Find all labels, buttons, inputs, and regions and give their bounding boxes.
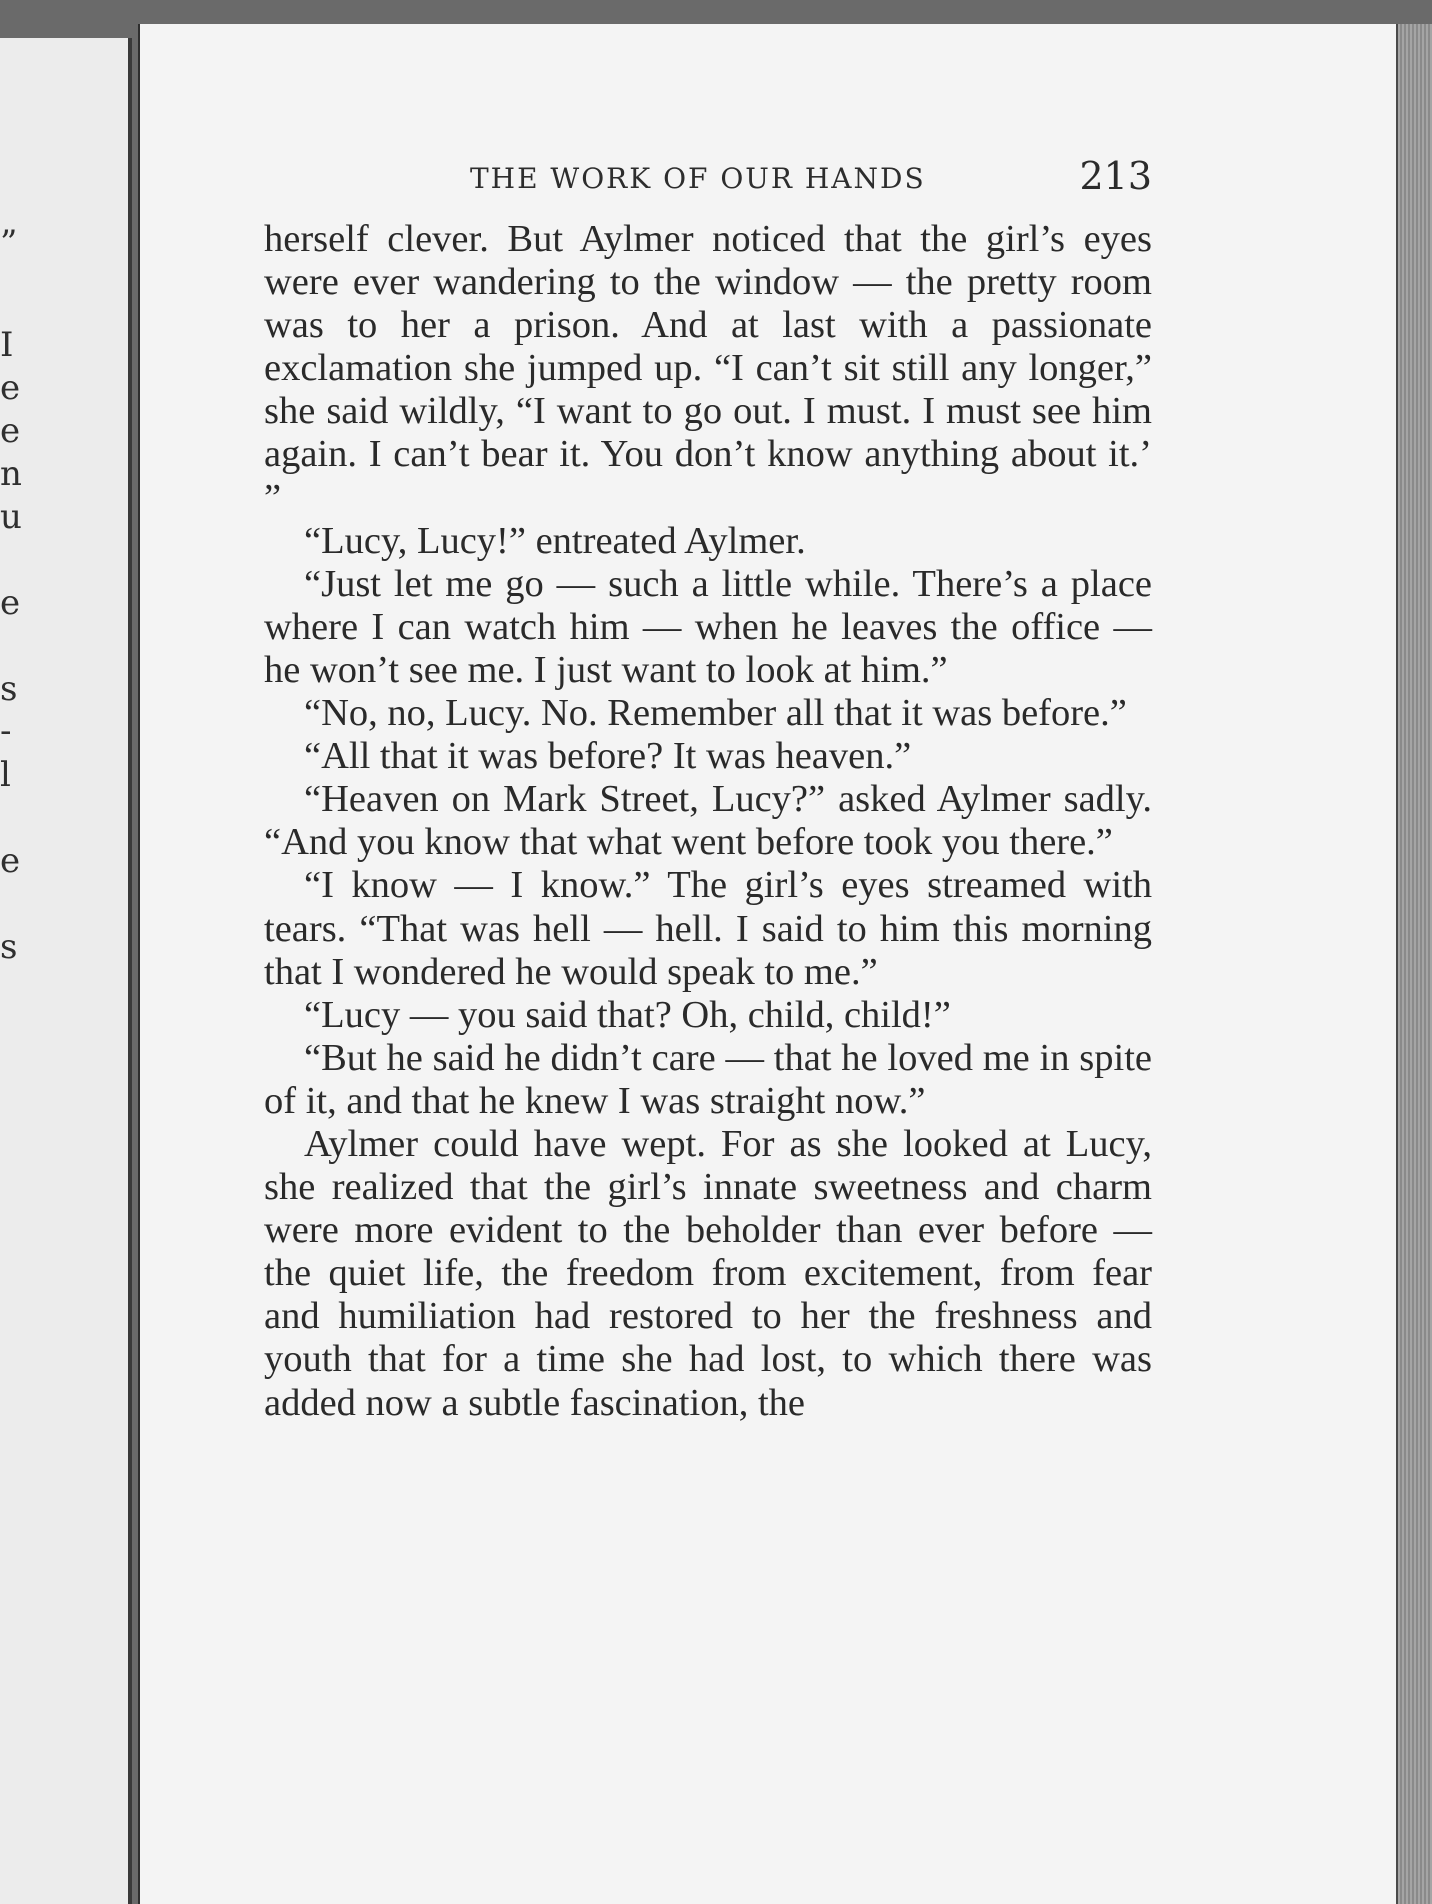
left-page-fragment: e — [0, 583, 21, 623]
left-page-fragment: ” — [0, 223, 18, 263]
paragraph: “Just let me go — such a little while. There’s a place where I can watch him — when he leaves the office — he won’t see me. I just want to look at him.” — [264, 562, 1152, 691]
left-page-fragment: e — [0, 411, 21, 451]
paragraph: “I know — I know.” The girl’s eyes streamed with tears. “That was hell — hell. I said to him this morning that I wondered he would speak to me.” — [264, 864, 1152, 993]
left-page-fragment: u — [0, 497, 22, 537]
paragraph: “But he said he didn’t care — that he loved me in spite of it, and that he knew I was straight now.” — [264, 1036, 1152, 1122]
left-page-fragment: I — [0, 325, 14, 365]
running-head: THE WORK OF OUR HANDS — [470, 162, 926, 195]
left-page-fragment: - — [0, 711, 12, 751]
paragraph: “Lucy, Lucy!” entreated Aylmer. — [304, 519, 806, 562]
left-page-fragment: s — [0, 669, 18, 709]
left-page-fragment: e — [0, 368, 21, 408]
paragraph: “Heaven on Mark Street, Lucy?” asked Aylmer sadly. “And you know that what went before took you there.” — [264, 778, 1152, 864]
paragraph: Aylmer could have wept. For as she looked at Lucy, she realized that the girl’s innate sweetness and charm were more evident to the beholder than ever before — the quiet life, the freedom from excitement, from fear and humiliation had restored to her the freshness and youth that for a time she had lost, to which there was added now a subtle fascination, the — [264, 1122, 1152, 1424]
left-page-fragment: l — [0, 755, 11, 795]
paragraph: herself clever. But Aylmer noticed that the girl’s eyes were ever wandering to the window — the pretty room was to her a prison. And at last with a passionate exclamation she jumped up. “I can’t sit still any longer,” she said wildly, “I want to go out. I must. I must see him again. I can’t bear it. You don’t know anything about it.’ ” — [264, 218, 1152, 519]
paragraph: “No, no, Lucy. No. Remember all that it was before.” — [304, 692, 1127, 735]
left-page-fragment: s — [0, 927, 18, 967]
left-page-fragment: e — [0, 841, 21, 881]
paragraph: “All that it was before? It was heaven.” — [304, 735, 912, 778]
page-header — [332, 150, 1152, 210]
left-page — [0, 38, 132, 1904]
left-page-fragment: n — [0, 454, 22, 494]
paragraph: “Lucy — you said that? Oh, child, child!” — [304, 993, 951, 1036]
page-number: 213 — [1079, 154, 1152, 198]
page-edges — [1396, 24, 1432, 1904]
body-text — [264, 218, 1152, 1425]
